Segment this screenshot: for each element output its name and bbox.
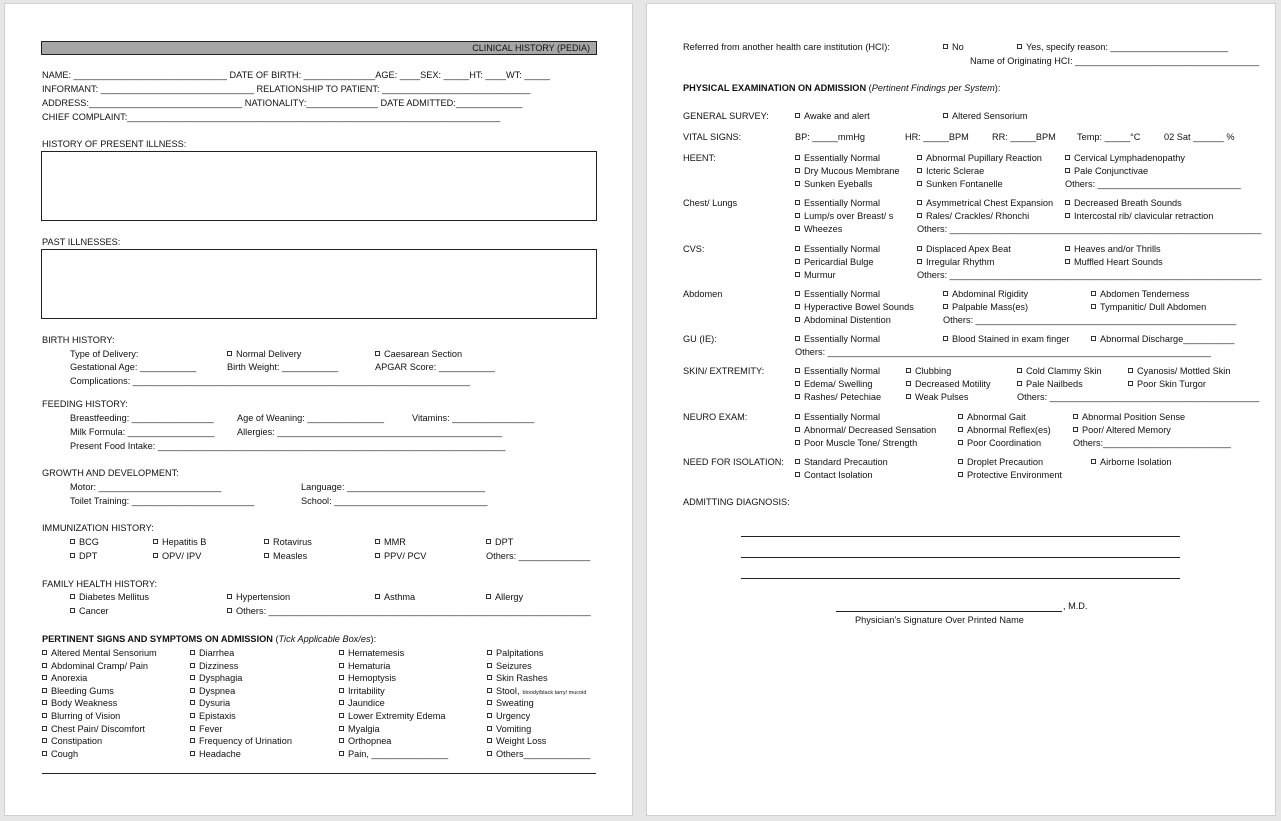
- symptom-option[interactable]: Anorexia: [42, 672, 87, 684]
- chest-option[interactable]: Intercostal rib/ clavicular retraction: [1065, 210, 1213, 222]
- symptom-option[interactable]: Orthopnea: [339, 735, 391, 747]
- checkbox-icon[interactable]: [42, 726, 47, 731]
- heent-others-field[interactable]: Others: ____________________________: [1065, 179, 1241, 189]
- gu-option[interactable]: Essentially Normal: [795, 333, 880, 345]
- referred-label: Referred from another health care institution (HCI):: [683, 42, 890, 52]
- checkbox-icon[interactable]: [42, 675, 47, 680]
- complications-field[interactable]: Complications: __________________________________________________________________: [70, 376, 471, 386]
- checkbox-icon[interactable]: [375, 539, 380, 544]
- checkbox-icon[interactable]: [795, 472, 800, 477]
- checkbox-icon[interactable]: [1091, 336, 1096, 341]
- hpi-label: HISTORY OF PRESENT ILLNESS:: [42, 139, 187, 149]
- originating-hci-field[interactable]: Name of Originating HCI: ____________________________________: [970, 56, 1260, 66]
- past-illnesses-textbox[interactable]: [41, 249, 597, 319]
- checkbox-icon[interactable]: [795, 394, 800, 399]
- checkbox-icon[interactable]: [1065, 246, 1070, 251]
- checkbox-icon[interactable]: [795, 155, 800, 160]
- checkbox-icon[interactable]: [795, 259, 800, 264]
- checkbox-icon[interactable]: [795, 459, 800, 464]
- fam-asthma[interactable]: Asthma: [375, 591, 415, 603]
- checkbox-icon[interactable]: [943, 113, 948, 118]
- vital-signs-label: VITAL SIGNS:: [683, 132, 742, 142]
- checkbox-icon[interactable]: [795, 113, 800, 118]
- hpi-textbox[interactable]: [41, 151, 597, 221]
- checkbox-icon[interactable]: [917, 259, 922, 264]
- checkbox-icon[interactable]: [487, 675, 492, 680]
- checkbox-icon[interactable]: [1017, 381, 1022, 386]
- gu-option[interactable]: Blood Stained in exam finger: [943, 333, 1069, 345]
- checkbox-icon[interactable]: [339, 738, 344, 743]
- checkbox-icon[interactable]: [958, 440, 963, 445]
- checkbox-icon[interactable]: [70, 608, 75, 613]
- checkbox-icon[interactable]: [42, 738, 47, 743]
- isolation-option[interactable]: Protective Environment: [958, 469, 1062, 481]
- checkbox-icon[interactable]: [487, 713, 492, 718]
- checkbox-icon[interactable]: [339, 751, 344, 756]
- checkbox-icon[interactable]: [190, 713, 195, 718]
- allergies-field[interactable]: Allergies: ____________________________________________: [237, 427, 503, 437]
- md-suffix: , M.D.: [1063, 601, 1088, 611]
- symptoms-bottom-line[interactable]: [42, 773, 596, 774]
- diagnosis-line-2[interactable]: [741, 557, 1180, 558]
- checkbox-icon[interactable]: [917, 181, 922, 186]
- awake-alert-option[interactable]: Awake and alert: [795, 110, 870, 122]
- symptom-option[interactable]: Dizziness: [190, 660, 238, 672]
- checkbox-icon[interactable]: [1091, 291, 1096, 296]
- checkbox-icon[interactable]: [339, 650, 344, 655]
- signature-line[interactable]: [836, 611, 1062, 612]
- form-page-right: [646, 3, 1276, 816]
- checkbox-icon[interactable]: [486, 539, 491, 544]
- checkbox-icon[interactable]: [42, 751, 47, 756]
- skin-option[interactable]: Cyanosis/ Mottled Skin: [1128, 365, 1230, 377]
- checkbox-icon[interactable]: [339, 663, 344, 668]
- checkbox-icon[interactable]: [795, 168, 800, 173]
- isolation-option[interactable]: Droplet Precaution: [958, 456, 1043, 468]
- checkbox-icon[interactable]: [487, 688, 492, 693]
- address-line[interactable]: ADDRESS:______________________________ NATIONALITY:______________ DATE ADMITTED:_____________: [42, 98, 523, 108]
- symptom-option[interactable]: Urgency: [487, 710, 530, 722]
- checkbox-icon[interactable]: [795, 336, 800, 341]
- food-intake-field[interactable]: Present Food Intake: ____________________________________________________________________: [70, 441, 506, 451]
- symptom-option[interactable]: Stool, bloody/black tarry/ mucoid: [487, 685, 586, 699]
- skin-option[interactable]: Pale Nailbeds: [1017, 378, 1083, 390]
- isolation-option[interactable]: Contact Isolation: [795, 469, 872, 481]
- checkbox-icon[interactable]: [153, 539, 158, 544]
- symptom-option[interactable]: Hemoptysis: [339, 672, 396, 684]
- checkbox-icon[interactable]: [1065, 155, 1070, 160]
- heent-option[interactable]: Cervical Lymphadenopathy: [1065, 152, 1185, 164]
- symptom-option[interactable]: Lower Extremity Edema: [339, 710, 446, 722]
- stool-note: bloody/black tarry/ mucoid: [522, 689, 587, 696]
- imm-bcg[interactable]: BCG: [70, 536, 99, 548]
- checkbox-icon[interactable]: [487, 650, 492, 655]
- isolation-option[interactable]: Standard Precaution: [795, 456, 888, 468]
- checkbox-icon[interactable]: [339, 726, 344, 731]
- checkbox-icon[interactable]: [917, 213, 922, 218]
- form-page-left: [4, 3, 633, 816]
- cvs-option[interactable]: Essentially Normal: [795, 243, 880, 255]
- chest-option[interactable]: Asymmetrical Chest Expansion: [917, 197, 1053, 209]
- birth-weight-field[interactable]: Birth Weight: ___________: [227, 362, 339, 372]
- symptom-option[interactable]: Seizures: [487, 660, 532, 672]
- neuro-option[interactable]: Abnormal Position Sense: [1073, 411, 1185, 423]
- cvs-others-field[interactable]: Others: _____________________________________________________________: [917, 270, 1262, 280]
- neuro-option[interactable]: Poor/ Altered Memory: [1073, 424, 1171, 436]
- isolation-option[interactable]: Airborne Isolation: [1091, 456, 1172, 468]
- checkbox-icon[interactable]: [153, 553, 158, 558]
- symptom-option[interactable]: Headache: [190, 748, 241, 760]
- checkbox-icon[interactable]: [190, 738, 195, 743]
- checkbox-icon[interactable]: [375, 553, 380, 558]
- diagnosis-line-1[interactable]: [741, 536, 1180, 537]
- heent-option[interactable]: Abnormal Pupillary Reaction: [917, 152, 1042, 164]
- imm-measles[interactable]: Measles: [264, 550, 307, 562]
- skin-option[interactable]: Poor Skin Turgor: [1128, 378, 1206, 390]
- checkbox-icon[interactable]: [1091, 459, 1096, 464]
- symptom-option[interactable]: Sweating: [487, 697, 534, 709]
- checkbox-icon[interactable]: [1065, 200, 1070, 205]
- heent-option[interactable]: Icteric Sclerae: [917, 165, 984, 177]
- symptom-option[interactable]: Diarrhea: [190, 647, 234, 659]
- cvs-label: CVS:: [683, 244, 705, 254]
- checkbox-icon[interactable]: [1091, 304, 1096, 309]
- checkbox-icon[interactable]: [917, 200, 922, 205]
- symptom-option[interactable]: Blurring of Vision: [42, 710, 120, 722]
- checkbox-icon[interactable]: [1065, 168, 1070, 173]
- checkbox-icon[interactable]: [190, 650, 195, 655]
- fam-diabetes[interactable]: Diabetes Mellitus: [70, 591, 149, 603]
- checkbox-icon[interactable]: [70, 553, 75, 558]
- checkbox-icon[interactable]: [487, 751, 492, 756]
- checkbox-icon[interactable]: [795, 368, 800, 373]
- symptom-option[interactable]: Abdominal Cramp/ Pain: [42, 660, 148, 672]
- checkbox-icon[interactable]: [264, 539, 269, 544]
- symptom-option[interactable]: Constipation: [42, 735, 102, 747]
- checkbox-icon[interactable]: [795, 381, 800, 386]
- fam-others[interactable]: Others: _______________________________________________________________: [227, 605, 591, 617]
- checkbox-icon[interactable]: [1128, 368, 1133, 373]
- checkbox-icon[interactable]: [339, 688, 344, 693]
- checkbox-icon[interactable]: [42, 650, 47, 655]
- abdomen-label: Abdomen: [683, 289, 723, 299]
- abdomen-option[interactable]: Abdomen Tenderness: [1091, 288, 1189, 300]
- delivery-type-label: Type of Delivery:: [70, 349, 139, 359]
- checkbox-icon[interactable]: [42, 713, 47, 718]
- imm-mmr[interactable]: MMR: [375, 536, 406, 548]
- symptom-option[interactable]: Frequency of Urination: [190, 735, 292, 747]
- checkbox-icon[interactable]: [917, 155, 922, 160]
- chest-label: Chest/ Lungs: [683, 198, 738, 208]
- chest-option[interactable]: Essentially Normal: [795, 197, 880, 209]
- checkbox-icon[interactable]: [190, 751, 195, 756]
- checkbox-icon[interactable]: [486, 594, 491, 599]
- skin-option[interactable]: Edema/ Swelling: [795, 378, 872, 390]
- checkbox-icon[interactable]: [958, 472, 963, 477]
- informant-line[interactable]: INFORMANT: ______________________________ RELATIONSHIP TO PATIENT: _____________________________: [42, 84, 531, 94]
- checkbox-icon[interactable]: [375, 351, 380, 356]
- chief-complaint-line[interactable]: CHIEF COMPLAINT:_________________________________________________________________________: [42, 112, 501, 122]
- growth-heading: GROWTH AND DEVELOPMENT:: [42, 468, 179, 478]
- cvs-option[interactable]: Murmur: [795, 269, 836, 281]
- rr-field[interactable]: RR: _____BPM: [992, 132, 1056, 142]
- neuro-label: NEURO EXAM:: [683, 412, 748, 422]
- checkbox-icon[interactable]: [906, 381, 911, 386]
- checkbox-icon[interactable]: [190, 663, 195, 668]
- checkbox-icon[interactable]: [70, 539, 75, 544]
- skin-option[interactable]: Decreased Motility: [906, 378, 991, 390]
- heent-option[interactable]: Sunken Fontanelle: [917, 178, 1003, 190]
- neuro-option[interactable]: Essentially Normal: [795, 411, 880, 423]
- signature-caption: Physician’s Signature Over Printed Name: [855, 615, 1024, 625]
- checkbox-icon[interactable]: [958, 427, 963, 432]
- neuro-option[interactable]: Poor Coordination: [958, 437, 1041, 449]
- checkbox-icon[interactable]: [795, 200, 800, 205]
- checkbox-icon[interactable]: [795, 181, 800, 186]
- symptom-option[interactable]: Pain, _______________: [339, 748, 448, 760]
- abdomen-option[interactable]: Abdominal Rigidity: [943, 288, 1028, 300]
- toilet-training-field[interactable]: Toilet Training: ________________________: [70, 496, 255, 506]
- checkbox-icon[interactable]: [795, 272, 800, 277]
- skin-option[interactable]: Cold Clammy Skin: [1017, 365, 1102, 377]
- motor-field[interactable]: Motor: ________________________: [70, 482, 222, 492]
- vitamins-field[interactable]: Vitamins: ________________: [412, 413, 534, 423]
- abdomen-option[interactable]: Essentially Normal: [795, 288, 880, 300]
- referred-no-option[interactable]: No: [943, 41, 964, 53]
- symptom-option[interactable]: Bleeding Gums: [42, 685, 114, 697]
- imm-rotavirus[interactable]: Rotavirus: [264, 536, 312, 548]
- checkbox-icon[interactable]: [375, 594, 380, 599]
- checkbox-icon[interactable]: [339, 700, 344, 705]
- checkbox-icon[interactable]: [1017, 44, 1022, 49]
- checkbox-icon[interactable]: [795, 440, 800, 445]
- caesarean-option[interactable]: Caesarean Section: [375, 348, 462, 360]
- symptom-option[interactable]: Dysphagia: [190, 672, 242, 684]
- breastfeeding-field[interactable]: Breastfeeding: ________________: [70, 413, 214, 423]
- gestational-age-field[interactable]: Gestational Age: ___________: [70, 362, 197, 372]
- chest-option[interactable]: Decreased Breath Sounds: [1065, 197, 1182, 209]
- chest-option[interactable]: Lump/s over Breast/ s: [795, 210, 893, 222]
- checkbox-icon[interactable]: [339, 675, 344, 680]
- symptom-option[interactable]: Epistaxis: [190, 710, 236, 722]
- checkbox-icon[interactable]: [943, 44, 948, 49]
- symptom-option[interactable]: Chest Pain/ Discomfort: [42, 723, 145, 735]
- symptom-option[interactable]: Altered Mental Sensorium: [42, 647, 157, 659]
- symptom-option[interactable]: Cough: [42, 748, 78, 760]
- checkbox-icon[interactable]: [42, 688, 47, 693]
- checkbox-icon[interactable]: [487, 663, 492, 668]
- language-field[interactable]: Language: ___________________________: [301, 482, 485, 492]
- checkbox-icon[interactable]: [795, 427, 800, 432]
- cvs-option[interactable]: Pericardial Bulge: [795, 256, 873, 268]
- neuro-option[interactable]: Abnormal Reflex(es): [958, 424, 1051, 436]
- chest-option[interactable]: Wheezes: [795, 223, 842, 235]
- o2-sat-field[interactable]: 02 Sat ______ %: [1164, 132, 1235, 142]
- abdomen-option[interactable]: Hyperactive Bowel Sounds: [795, 301, 914, 313]
- milk-formula-field[interactable]: Milk Formula: _________________: [70, 427, 215, 437]
- neuro-option[interactable]: Abnormal Gait: [958, 411, 1026, 423]
- skin-label: SKIN/ EXTREMITY:: [683, 366, 765, 376]
- checkbox-icon[interactable]: [917, 246, 922, 251]
- symptom-option[interactable]: Dysuria: [190, 697, 230, 709]
- checkbox-icon[interactable]: [943, 291, 948, 296]
- symptom-option[interactable]: Myalgia: [339, 723, 380, 735]
- neuro-option[interactable]: Poor Muscle Tone/ Strength: [795, 437, 917, 449]
- weaning-field[interactable]: Age of Weaning: _______________: [237, 413, 384, 423]
- fam-allergy[interactable]: Allergy: [486, 591, 523, 603]
- checkbox-icon[interactable]: [906, 368, 911, 373]
- checkbox-icon[interactable]: [795, 246, 800, 251]
- symptom-option[interactable]: Palpitations: [487, 647, 544, 659]
- symptom-option[interactable]: Dyspnea: [190, 685, 235, 697]
- checkbox-icon[interactable]: [42, 663, 47, 668]
- checkbox-icon[interactable]: [795, 414, 800, 419]
- birth-history-heading: BIRTH HISTORY:: [42, 335, 115, 345]
- checkbox-icon[interactable]: [487, 700, 492, 705]
- symptom-option[interactable]: Vomiting: [487, 723, 531, 735]
- feeding-history-heading: FEEDING HISTORY:: [42, 399, 128, 409]
- symptoms-heading: PERTINENT SIGNS AND SYMPTOMS ON ADMISSION (Tick Applicable Box/es):: [42, 634, 377, 644]
- checkbox-icon[interactable]: [917, 168, 922, 173]
- name-line[interactable]: NAME: ______________________________ DATE OF BIRTH: ______________AGE: ____SEX: _____HT: ____WT: _____: [42, 70, 550, 80]
- admitting-diagnosis-label: ADMITTING DIAGNOSIS:: [683, 497, 790, 507]
- pe-heading: PHYSICAL EXAMINATION ON ADMISSION (Pertinent Findings per System):: [683, 83, 1001, 93]
- cvs-option[interactable]: Irregular Rhythm: [917, 256, 994, 268]
- heent-option[interactable]: Sunken Eyeballs: [795, 178, 872, 190]
- chest-option[interactable]: Rales/ Crackles/ Rhonchi: [917, 210, 1029, 222]
- heent-option[interactable]: Pale Conjunctivae: [1065, 165, 1148, 177]
- heent-label: HEENT:: [683, 153, 716, 163]
- normal-delivery-option[interactable]: Normal Delivery: [227, 348, 301, 360]
- gu-label: GU (IE):: [683, 334, 717, 344]
- imm-hepb[interactable]: Hepatitis B: [153, 536, 206, 548]
- symptom-option[interactable]: Irritability: [339, 685, 385, 697]
- checkbox-icon[interactable]: [1065, 213, 1070, 218]
- skin-others-field[interactable]: Others: _________________________________________: [1017, 392, 1260, 402]
- imm-ppv[interactable]: PPV/ PCV: [375, 550, 426, 562]
- checkbox-icon[interactable]: [1073, 427, 1078, 432]
- gu-option[interactable]: Abnormal Discharge__________: [1091, 333, 1234, 345]
- checkbox-icon[interactable]: [70, 594, 75, 599]
- skin-option[interactable]: Weak Pulses: [906, 391, 968, 403]
- checkbox-icon[interactable]: [795, 291, 800, 296]
- skin-option[interactable]: Clubbing: [906, 365, 951, 377]
- checkbox-icon[interactable]: [227, 594, 232, 599]
- checkbox-icon[interactable]: [487, 726, 492, 731]
- hr-field[interactable]: HR: _____BPM: [905, 132, 969, 142]
- heent-option[interactable]: Dry Mucous Membrane: [795, 165, 899, 177]
- checkbox-icon[interactable]: [1017, 368, 1022, 373]
- bp-field[interactable]: BP: _____mmHg: [795, 132, 865, 142]
- neuro-option[interactable]: Abnormal/ Decreased Sensation: [795, 424, 936, 436]
- neuro-others-field[interactable]: Others:_________________________: [1073, 438, 1231, 448]
- checkbox-icon[interactable]: [1065, 259, 1070, 264]
- past-illnesses-label: PAST ILLNESSES:: [42, 237, 121, 247]
- checkbox-icon[interactable]: [1128, 381, 1133, 386]
- abdomen-option[interactable]: Palpable Mass(es): [943, 301, 1028, 313]
- family-heading: FAMILY HEALTH HISTORY:: [42, 579, 158, 589]
- abdomen-option[interactable]: Tympanitic/ Dull Abdomen: [1091, 301, 1206, 313]
- checkbox-icon[interactable]: [42, 700, 47, 705]
- form-title-bar: [41, 41, 597, 55]
- checkbox-icon[interactable]: [958, 414, 963, 419]
- school-field[interactable]: School: ______________________________: [301, 496, 488, 506]
- imm-dpt-1[interactable]: DPT: [486, 536, 513, 548]
- checkbox-icon[interactable]: [795, 317, 800, 322]
- checkbox-icon[interactable]: [943, 336, 948, 341]
- fam-hypertension[interactable]: Hypertension: [227, 591, 290, 603]
- cvs-option[interactable]: Displaced Apex Beat: [917, 243, 1011, 255]
- diagnosis-line-3[interactable]: [741, 578, 1180, 579]
- checkbox-icon[interactable]: [795, 226, 800, 231]
- skin-option[interactable]: Rashes/ Petechiae: [795, 391, 881, 403]
- checkbox-icon[interactable]: [958, 459, 963, 464]
- checkbox-icon[interactable]: [795, 304, 800, 309]
- cvs-option[interactable]: Muffled Heart Sounds: [1065, 256, 1163, 268]
- checkbox-icon[interactable]: [190, 688, 195, 693]
- symptom-option[interactable]: Skin Rashes: [487, 672, 548, 684]
- checkbox-icon[interactable]: [906, 394, 911, 399]
- symptom-option[interactable]: Others_____________: [487, 748, 590, 760]
- temp-field[interactable]: Temp: _____°C: [1077, 132, 1141, 142]
- imm-others[interactable]: Others: ______________: [486, 551, 591, 561]
- skin-option[interactable]: Essentially Normal: [795, 365, 880, 377]
- cvs-option[interactable]: Heaves and/or Thrills: [1065, 243, 1161, 255]
- symptom-option[interactable]: Jaundice: [339, 697, 385, 709]
- symptom-option[interactable]: Weight Loss: [487, 735, 546, 747]
- checkbox-icon[interactable]: [190, 726, 195, 731]
- checkbox-icon[interactable]: [227, 351, 232, 356]
- checkbox-icon[interactable]: [227, 608, 232, 613]
- checkbox-icon[interactable]: [190, 700, 195, 705]
- imm-dpt-2[interactable]: DPT: [70, 550, 97, 562]
- heent-option[interactable]: Essentially Normal: [795, 152, 880, 164]
- apgar-field[interactable]: APGAR Score: ___________: [375, 362, 496, 372]
- form-title: CLINICAL HISTORY (PEDIA): [472, 43, 590, 53]
- checkbox-icon[interactable]: [190, 675, 195, 680]
- altered-sensorium-option[interactable]: Altered Sensorium: [943, 110, 1028, 122]
- chest-others-field[interactable]: Others: _____________________________________________________________: [917, 224, 1262, 234]
- checkbox-icon[interactable]: [264, 553, 269, 558]
- symptom-option[interactable]: Body Weakness: [42, 697, 117, 709]
- checkbox-icon[interactable]: [487, 738, 492, 743]
- symptom-option[interactable]: Hematemesis: [339, 647, 404, 659]
- referred-yes-option[interactable]: Yes, specify reason: _______________________: [1017, 41, 1228, 53]
- checkbox-icon[interactable]: [1073, 414, 1078, 419]
- checkbox-icon[interactable]: [943, 304, 948, 309]
- symptom-option[interactable]: Hematuria: [339, 660, 390, 672]
- gu-others-field[interactable]: Others: ___________________________________________________________________________: [795, 347, 1211, 357]
- symptom-option[interactable]: Fever: [190, 723, 223, 735]
- checkbox-icon[interactable]: [795, 213, 800, 218]
- imm-opv[interactable]: OPV/ IPV: [153, 550, 201, 562]
- checkbox-icon[interactable]: [339, 713, 344, 718]
- immunization-heading: IMMUNIZATION HISTORY:: [42, 523, 154, 533]
- fam-cancer[interactable]: Cancer: [70, 605, 109, 617]
- abdomen-option[interactable]: Abdominal Distention: [795, 314, 891, 326]
- general-survey-label: GENERAL SURVEY:: [683, 111, 769, 121]
- isolation-label: NEED FOR ISOLATION:: [683, 457, 784, 467]
- abdomen-others-field[interactable]: Others: ___________________________________________________: [943, 315, 1237, 325]
